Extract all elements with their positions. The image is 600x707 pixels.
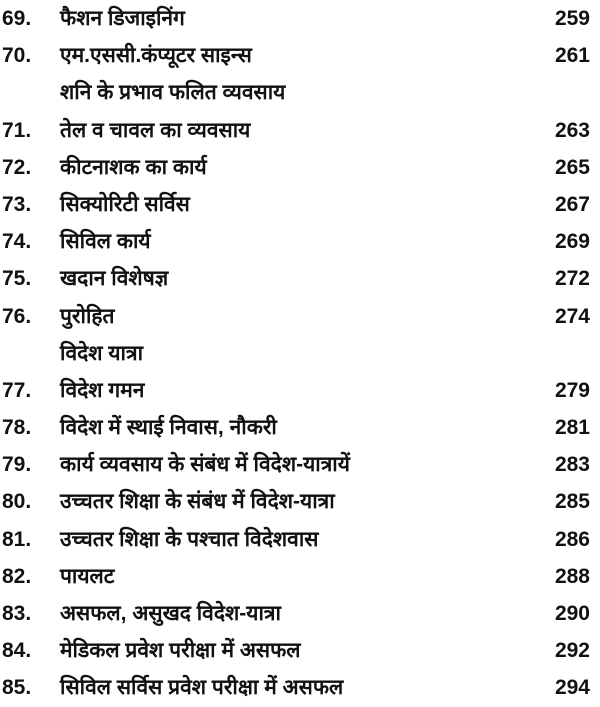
section-title: विदेश यात्रा xyxy=(60,341,144,365)
entry-page: 265 xyxy=(554,155,590,179)
toc-entry xyxy=(0,521,600,558)
entry-number: 72. xyxy=(2,155,32,179)
entry-title: सिविल कार्य xyxy=(60,230,151,254)
toc-entry xyxy=(0,595,600,632)
entry-number: 82. xyxy=(2,564,32,588)
toc-entry xyxy=(0,446,600,483)
entry-page: 285 xyxy=(554,490,590,514)
entry-title: सिक्योरिटी सर्विस xyxy=(60,192,190,216)
entry-page: 292 xyxy=(554,639,590,663)
toc-entry xyxy=(0,260,600,297)
entry-page: 281 xyxy=(554,416,590,440)
toc-entry xyxy=(0,0,600,37)
entry-number: 76. xyxy=(2,304,32,328)
entry-page: 279 xyxy=(554,378,590,402)
entry-title: विदेश में स्थाई निवास, नौकरी xyxy=(60,416,277,440)
entry-page: 259 xyxy=(554,7,590,30)
entry-page: 294 xyxy=(554,676,590,700)
entry-page: 263 xyxy=(554,118,590,142)
toc-entry xyxy=(0,669,600,706)
toc-entry xyxy=(0,112,600,149)
entry-number: 85. xyxy=(2,676,32,700)
entry-title: पायलट xyxy=(60,564,115,588)
entry-page: 261 xyxy=(554,44,590,68)
entry-page: 283 xyxy=(554,453,590,477)
entry-title: मेडिकल प्रवेश परीक्षा में असफल xyxy=(60,639,301,663)
entry-page: 290 xyxy=(554,602,590,625)
entry-page: 274 xyxy=(554,304,590,328)
entry-number: 80. xyxy=(2,490,32,514)
entry-page: 286 xyxy=(554,527,590,551)
entry-title: फैशन डिजाइनिंग xyxy=(60,7,185,30)
toc-entry xyxy=(0,149,600,186)
entry-title: तेल व चावल का व्यवसाय xyxy=(60,118,251,142)
entry-number: 84. xyxy=(2,639,32,663)
entry-title: कार्य व्यवसाय के संबंध में विदेश-यात्रायें xyxy=(60,453,350,477)
entry-number: 78. xyxy=(2,416,32,440)
section-heading xyxy=(0,335,600,372)
entry-number: 74. xyxy=(2,230,32,254)
toc-entry xyxy=(0,409,600,446)
toc-entry xyxy=(0,632,600,669)
entry-page: 267 xyxy=(554,192,590,216)
toc-entry xyxy=(0,483,600,520)
toc-entry xyxy=(0,223,600,260)
entry-title: पुरोहित xyxy=(60,304,115,328)
toc-entry xyxy=(0,372,600,409)
toc-entry xyxy=(0,186,600,223)
entry-number: 73. xyxy=(2,192,32,216)
entry-title: कीटनाशक का कार्य xyxy=(60,155,207,179)
toc-entry xyxy=(0,298,600,335)
entry-page: 288 xyxy=(554,564,590,588)
section-title: शनि के प्रभाव फलित व्यवसाय xyxy=(60,81,286,105)
entry-number: 77. xyxy=(2,378,32,402)
entry-number: 69. xyxy=(2,7,32,30)
entry-number: 70. xyxy=(2,44,32,68)
entry-title: सिविल सर्विस प्रवेश परीक्षा में असफल xyxy=(60,676,344,700)
toc-entry xyxy=(0,558,600,595)
entry-page: 269 xyxy=(554,230,590,254)
entry-number: 75. xyxy=(2,267,32,291)
entry-page: 272 xyxy=(554,267,590,291)
entry-title: उच्चतर शिक्षा के संबंध में विदेश-यात्रा xyxy=(60,490,335,514)
entry-number: 79. xyxy=(2,453,32,477)
entry-title: विदेश गमन xyxy=(60,378,145,402)
entry-title: उच्चतर शिक्षा के पश्चात विदेशवास xyxy=(60,527,319,551)
section-heading xyxy=(0,74,600,111)
toc-entry xyxy=(0,37,600,74)
entry-number: 83. xyxy=(2,602,32,625)
entry-title: खदान विशेषज्ञ xyxy=(60,267,169,291)
entry-title: एम.एससी.कंप्यूटर साइन्स xyxy=(60,44,252,68)
entry-number: 81. xyxy=(2,527,32,551)
entry-title: असफल, असुखद विदेश-यात्रा xyxy=(60,602,281,625)
entry-number: 71. xyxy=(2,118,32,142)
